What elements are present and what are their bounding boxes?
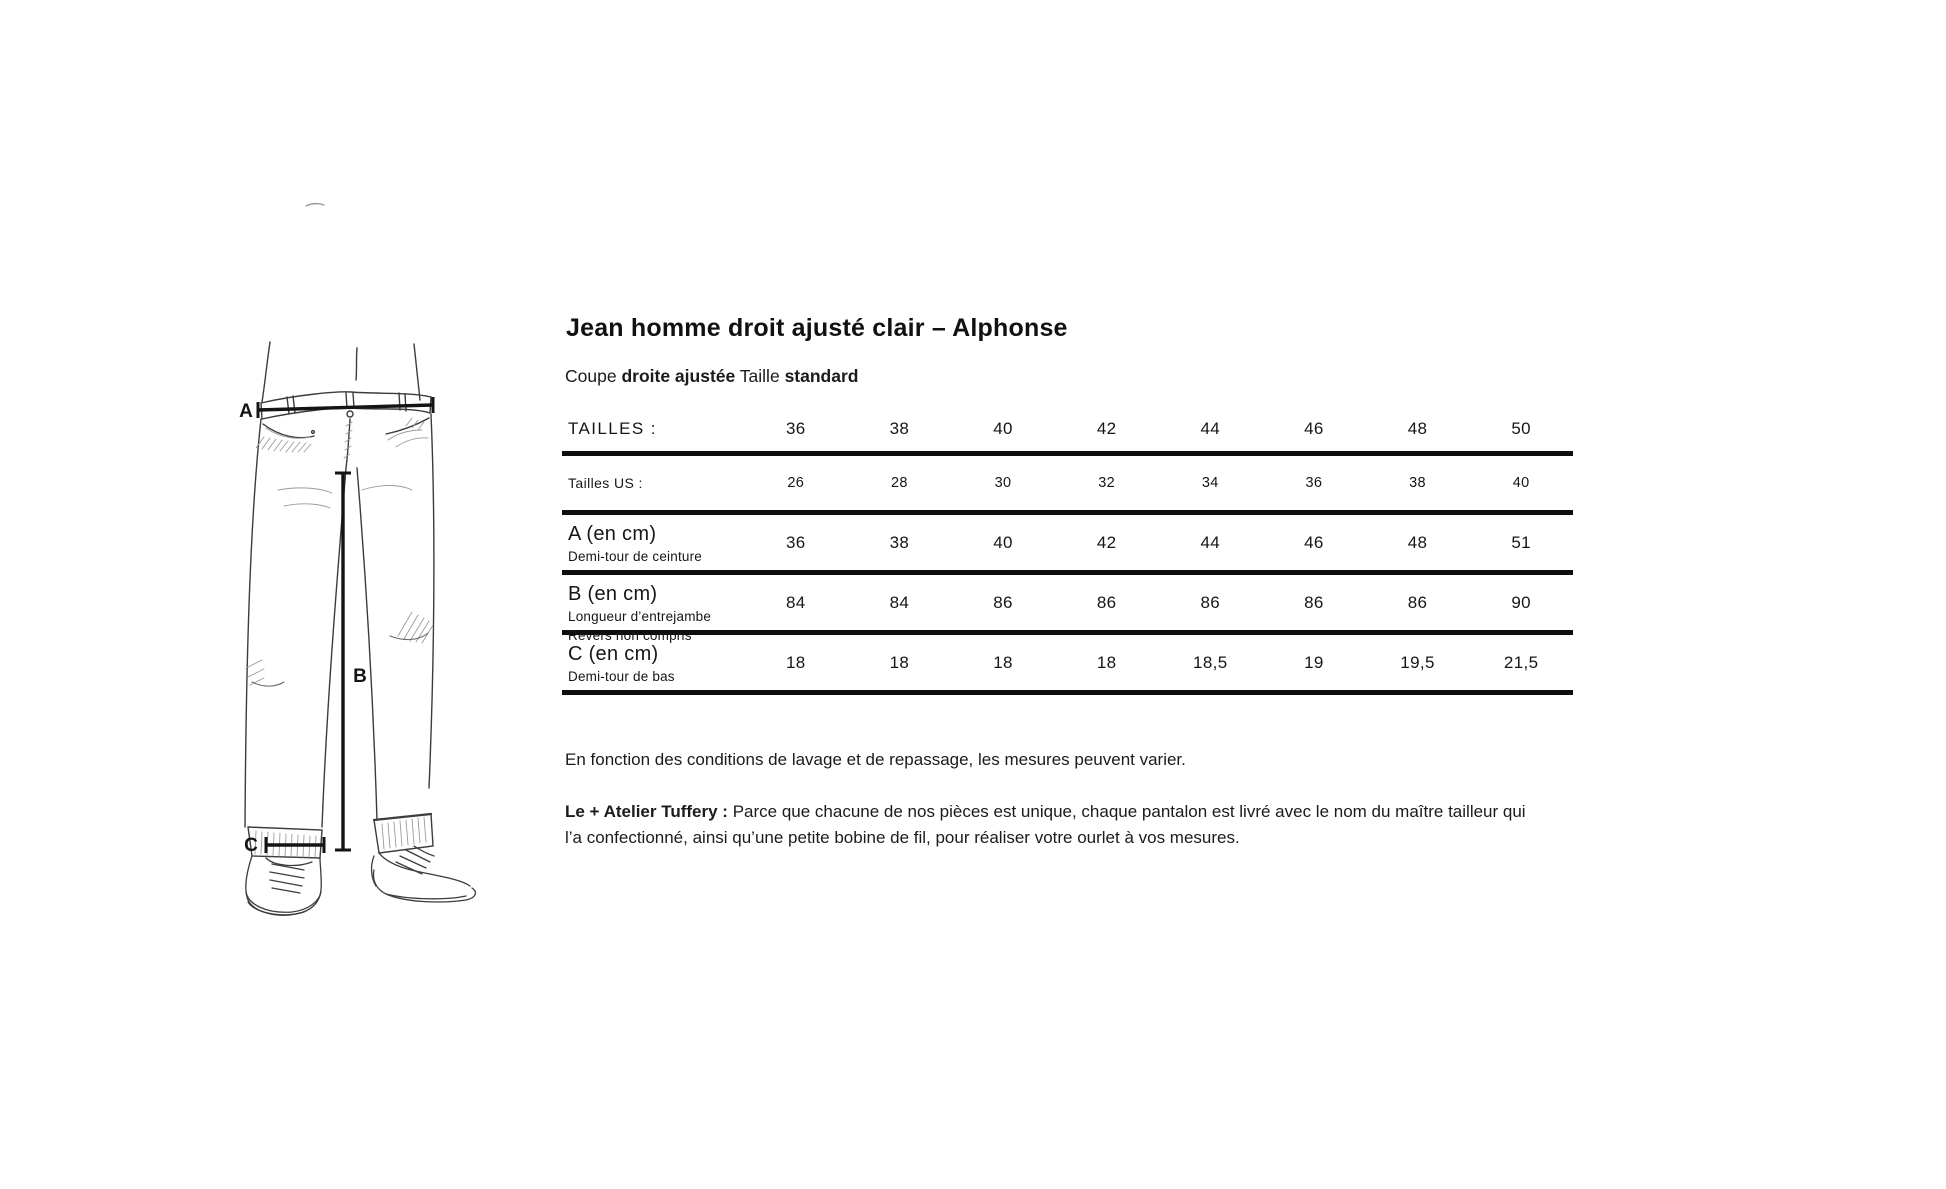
size-value: 21,5: [1503, 652, 1539, 672]
size-value: 44: [1200, 418, 1221, 438]
size-value: 86: [1304, 592, 1324, 612]
table-row: [562, 575, 1573, 643]
size-value: 18,5: [1192, 652, 1228, 672]
row-label: Tailles US :: [568, 475, 643, 491]
size-value: 30: [994, 475, 1012, 491]
size-value: 90: [1511, 592, 1532, 612]
row-label: C (en cm): [568, 643, 659, 665]
size-value: 38: [889, 418, 910, 438]
size-value: 18: [889, 652, 910, 672]
washing-note: En fonction des conditions de lavage et de repassage, les mesures peuvent varier.: [565, 750, 1186, 769]
size-value: 86: [1200, 592, 1221, 612]
size-value: 32: [1098, 475, 1116, 491]
size-value: 86: [1096, 592, 1117, 612]
atelier-note-text: Parce que chacune de nos pièces est unique, chaque pantalon est livré avec le nom du maître tailleur qui l’a confectionné, ainsi qu’une petite bobine de fil, pour réaliser votre ourlet à vos mesures.: [565, 802, 1526, 847]
table-row: [562, 515, 1573, 575]
measurement-lines: [258, 397, 433, 853]
size-value: 36: [785, 418, 806, 438]
size-value: 26: [787, 475, 805, 491]
size-value: 36: [1305, 475, 1323, 491]
size-value: 44: [1200, 532, 1221, 552]
product-title: Jean homme droit ajusté clair – Alphonse: [566, 314, 1068, 342]
size-value: 40: [1512, 475, 1530, 491]
jeans-illustration: [200, 190, 500, 930]
taille-label: Taille: [739, 366, 780, 386]
size-value: 46: [1304, 418, 1324, 438]
row-sublabel: Demi-tour de ceinture: [568, 549, 703, 564]
size-value: 19,5: [1400, 652, 1435, 672]
row-label-cell: [562, 515, 744, 565]
size-value: 84: [785, 592, 806, 612]
size-value: 48: [1407, 532, 1428, 552]
size-value: 34: [1201, 475, 1219, 491]
coupe-value: droite ajustée: [621, 366, 736, 386]
atelier-note: [565, 799, 1547, 851]
size-value: 46: [1304, 532, 1324, 552]
marker-a-label: A: [239, 401, 253, 422]
table-row: [562, 406, 1573, 456]
size-value: 18: [1096, 652, 1117, 672]
jeans-sketch: [245, 204, 434, 858]
size-value: 51: [1511, 532, 1532, 552]
size-value: 40: [993, 532, 1013, 552]
taille-value: standard: [784, 366, 859, 386]
size-value: 36: [785, 532, 806, 552]
row-sublabel: Demi-tour de bas: [568, 669, 675, 684]
fit-summary: [565, 366, 858, 387]
row-label: TAILLES :: [568, 418, 657, 438]
size-value: 28: [890, 475, 908, 491]
size-value: 38: [1409, 475, 1427, 491]
atelier-note-label: Le + Atelier Tuffery :: [565, 802, 728, 821]
size-value: 86: [1407, 592, 1428, 612]
size-value: 38: [889, 532, 910, 552]
row-sublabel: Longueur d’entrejambe: [568, 609, 712, 624]
size-value: 86: [993, 592, 1013, 612]
table-row: [562, 635, 1573, 695]
row-label-cell: [562, 575, 744, 643]
size-value: 18: [785, 652, 806, 672]
row-sublabel: Revers non compris: [568, 627, 692, 643]
size-value: 48: [1407, 418, 1428, 438]
size-value: 84: [889, 592, 910, 612]
table-row: [562, 456, 1573, 515]
size-value: 42: [1096, 532, 1117, 552]
size-value: 40: [993, 418, 1013, 438]
size-table: [562, 406, 1573, 695]
row-label-cell: [562, 635, 744, 685]
jeans-shading: [246, 418, 433, 857]
size-value: 19: [1304, 652, 1324, 672]
row-label-cell: [562, 419, 744, 439]
size-value: 50: [1511, 418, 1532, 438]
row-label: B (en cm): [568, 583, 658, 605]
marker-c-label: C: [244, 835, 258, 856]
size-value: 18: [993, 652, 1013, 672]
row-label-cell: [562, 475, 744, 491]
size-value: 42: [1096, 418, 1117, 438]
marker-b-label: B: [353, 666, 367, 687]
row-label: A (en cm): [568, 523, 657, 545]
coupe-label: Coupe: [565, 366, 617, 386]
